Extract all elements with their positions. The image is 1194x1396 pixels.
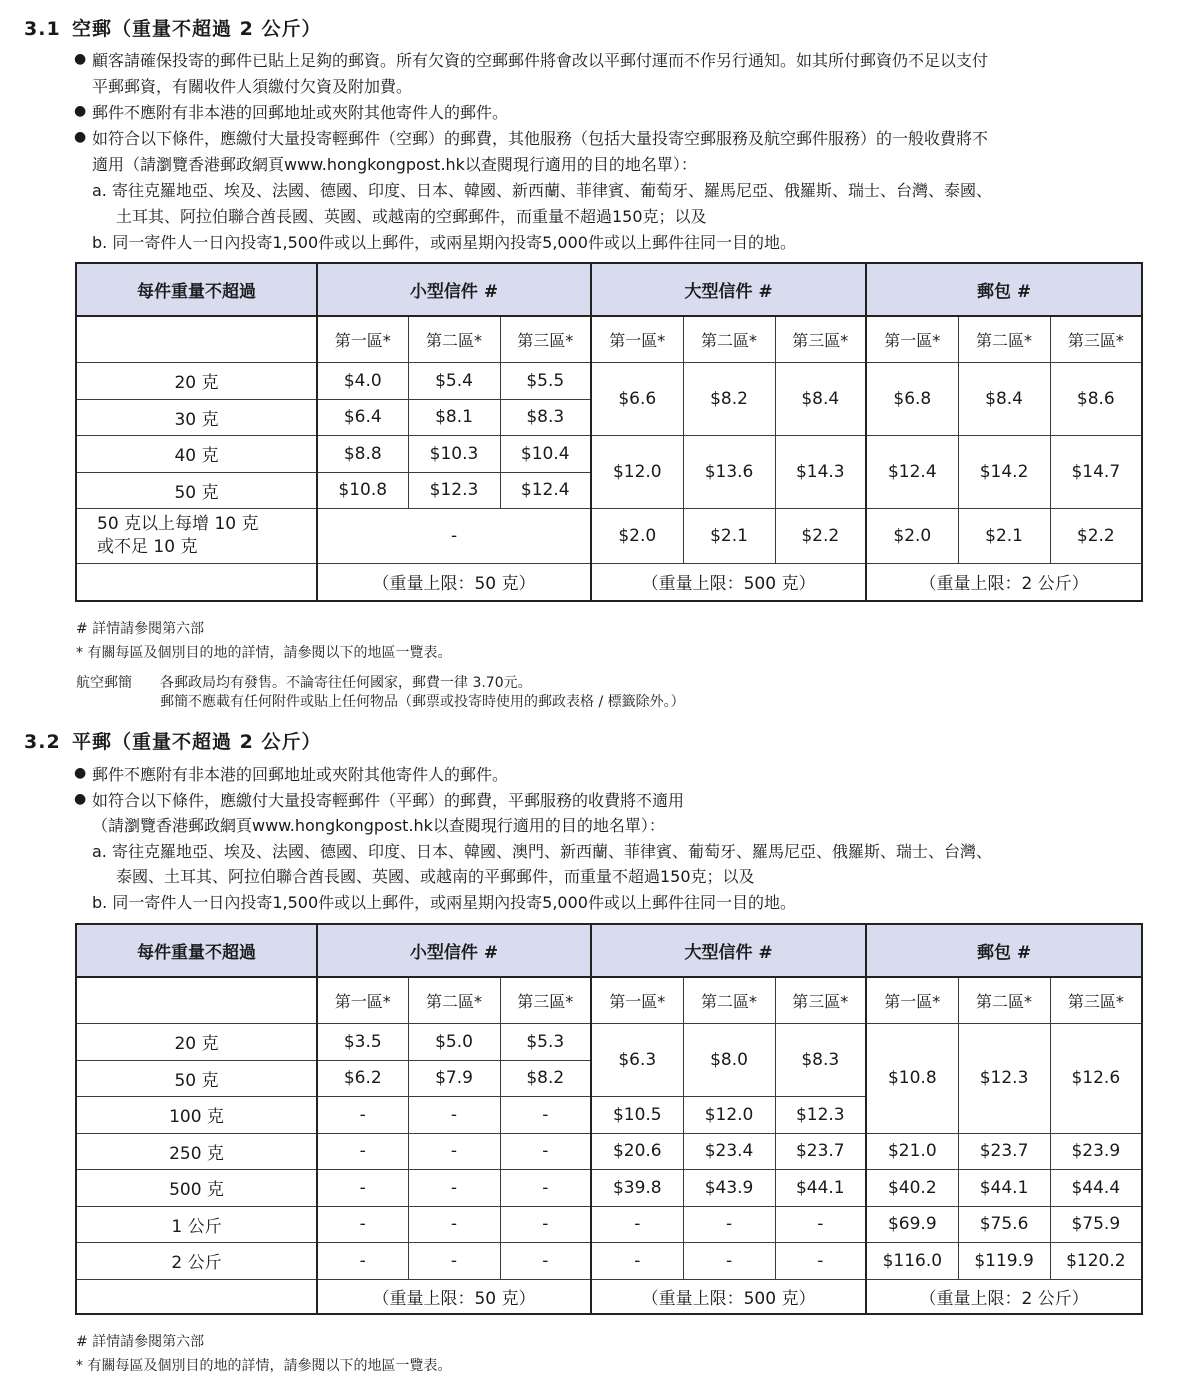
weight-cell-extra <box>76 508 317 563</box>
bullet-text: 適用（請瀏覽香港郵政網頁www.hongkongpost.hk以查閱現行適用的目的地名單）： <box>92 155 697 174</box>
price-cell: - <box>683 1242 775 1279</box>
price-cell: $8.1 <box>408 399 500 435</box>
footnote-star: * 有關每區及個別目的地的詳情，請參閱以下的地區一覽表。 <box>76 645 452 661</box>
price-cell: - <box>317 1242 408 1279</box>
price-cell: $3.5 <box>317 1023 408 1060</box>
price-cell: - <box>775 1242 866 1279</box>
price-cell: - <box>408 1133 500 1169</box>
price-cell: $2.1 <box>683 508 775 563</box>
zone-label: 第二區* <box>683 977 775 1023</box>
price-cell: - <box>591 1206 683 1242</box>
bullet-text: 如符合以下條件，應繳付大量投寄輕郵件（平郵）的郵費，平郵服務的收費將不適用 <box>92 791 685 810</box>
price-cell: $120.2 <box>1050 1242 1142 1279</box>
price-cell: - <box>317 508 591 563</box>
price-cell: $7.9 <box>408 1060 500 1096</box>
price-cell: $10.8 <box>866 1023 958 1133</box>
zone-label: 第二區* <box>408 316 500 362</box>
price-cell: $12.0 <box>683 1096 775 1133</box>
price-cell: - <box>591 1242 683 1279</box>
price-cell: $44.1 <box>775 1169 866 1206</box>
price-cell: $5.5 <box>500 362 591 399</box>
sub-item-a-cont: 泰國、土耳其、阿拉伯聯合酋長國、英國、或越南的平郵郵件，而重量不超過150克；以及 <box>116 867 755 886</box>
col-head-small: 小型信件 # <box>317 924 591 977</box>
price-cell: - <box>500 1133 591 1169</box>
zone-label: 第三區* <box>775 977 866 1023</box>
airmail-rate-table <box>75 262 1143 602</box>
zone-label: 第三區* <box>1050 316 1142 362</box>
price-cell: $23.9 <box>1050 1133 1142 1169</box>
zone-label: 第三區* <box>500 316 591 362</box>
bullet-dot: ● <box>74 51 87 67</box>
sub-item-a: a. 寄往克羅地亞、埃及、法國、德國、印度、日本、韓國、澳門、新西蘭、菲律賓、葡萄牙、羅馬尼亞、俄羅斯、瑞士、台灣、 <box>92 842 992 861</box>
bullet-dot: ● <box>74 765 87 781</box>
sub-item-b: b. 同一寄件人一日內投寄1,500件或以上郵件，或兩星期內投寄5,000件或以上郵件往同一目的地。 <box>92 233 796 252</box>
bullet-dot: ● <box>74 103 87 119</box>
weight-limit: （重量上限：2 公斤） <box>866 563 1142 601</box>
price-cell: - <box>317 1169 408 1206</box>
footnote-hash: # 詳情請參閱第六部 <box>76 1334 205 1350</box>
blank-cell <box>76 316 317 362</box>
blank-cell <box>76 563 317 601</box>
price-cell: $6.3 <box>591 1023 683 1096</box>
price-cell: $5.4 <box>408 362 500 399</box>
weight-cell: 100 克 <box>76 1096 317 1133</box>
zone-label: 第一區* <box>317 316 408 362</box>
price-cell: - <box>500 1206 591 1242</box>
zone-label: 第三區* <box>775 316 866 362</box>
aerogram-label: 航空郵簡 <box>76 675 132 691</box>
price-cell: $8.3 <box>775 1023 866 1096</box>
price-cell: $6.8 <box>866 362 958 435</box>
price-cell: $20.6 <box>591 1133 683 1169</box>
col-head-parcel: 郵包 # <box>866 924 1142 977</box>
weight-limit: （重量上限：500 克） <box>591 1279 866 1314</box>
bullet-dot: ● <box>74 129 87 145</box>
price-cell: $5.3 <box>500 1023 591 1060</box>
price-cell: $8.0 <box>683 1023 775 1096</box>
blank-cell <box>76 977 317 1023</box>
price-cell: - <box>408 1169 500 1206</box>
zone-label: 第二區* <box>958 316 1050 362</box>
price-cell: - <box>500 1096 591 1133</box>
col-head-large: 大型信件 # <box>591 924 866 977</box>
price-cell: $39.8 <box>591 1169 683 1206</box>
weight-limit: （重量上限：500 克） <box>591 563 866 601</box>
price-cell: $8.8 <box>317 435 408 472</box>
price-cell: $12.4 <box>866 435 958 508</box>
price-cell: - <box>683 1206 775 1242</box>
price-cell: $8.6 <box>1050 362 1142 435</box>
bullet-text: 平郵郵資，有關收件人須繳付欠資及附加費。 <box>92 77 413 96</box>
zone-label: 第二區* <box>408 977 500 1023</box>
price-cell: $23.7 <box>958 1133 1050 1169</box>
price-cell: - <box>317 1206 408 1242</box>
weight-extra-text: 50 克以上每增 10 克 或不足 10 克 <box>97 513 259 557</box>
price-cell: $6.4 <box>317 399 408 435</box>
weight-cell: 50 克 <box>76 1060 317 1096</box>
section-3-1-title: 3.1 空郵（重量不超過 2 公斤） <box>24 18 322 40</box>
price-cell: $12.3 <box>408 472 500 508</box>
weight-cell: 500 克 <box>76 1169 317 1206</box>
col-head-weight: 每件重量不超過 <box>76 924 317 977</box>
price-cell: $116.0 <box>866 1242 958 1279</box>
price-cell: $13.6 <box>683 435 775 508</box>
weight-cell: 1 公斤 <box>76 1206 317 1242</box>
price-cell: $6.6 <box>591 362 683 435</box>
section-3-2-title: 3.2 平郵（重量不超過 2 公斤） <box>24 731 322 753</box>
price-cell: $44.1 <box>958 1169 1050 1206</box>
zone-label: 第二區* <box>683 316 775 362</box>
price-cell: $8.3 <box>500 399 591 435</box>
price-cell: $8.4 <box>958 362 1050 435</box>
price-cell: $8.4 <box>775 362 866 435</box>
price-cell: $12.3 <box>775 1096 866 1133</box>
price-cell: $23.7 <box>775 1133 866 1169</box>
zone-label: 第一區* <box>866 977 958 1023</box>
price-cell: $2.2 <box>1050 508 1142 563</box>
price-cell: - <box>408 1096 500 1133</box>
price-cell: $8.2 <box>683 362 775 435</box>
weight-cell: 40 克 <box>76 435 317 472</box>
price-cell: - <box>317 1096 408 1133</box>
price-cell: $14.3 <box>775 435 866 508</box>
col-head-parcel: 郵包 # <box>866 263 1142 316</box>
bullet-text: （請瀏覽香港郵政網頁www.hongkongpost.hk以查閱現行適用的目的地名單）： <box>92 816 665 835</box>
price-cell: - <box>317 1133 408 1169</box>
price-cell: $14.2 <box>958 435 1050 508</box>
price-cell: - <box>500 1242 591 1279</box>
price-cell: $5.0 <box>408 1023 500 1060</box>
price-cell: $2.0 <box>866 508 958 563</box>
col-head-weight: 每件重量不超過 <box>76 263 317 316</box>
zone-label: 第三區* <box>500 977 591 1023</box>
footnote-hash: # 詳情請參閱第六部 <box>76 621 205 637</box>
price-cell: $4.0 <box>317 362 408 399</box>
price-cell: $12.6 <box>1050 1023 1142 1133</box>
price-cell: $10.8 <box>317 472 408 508</box>
price-cell: $6.2 <box>317 1060 408 1096</box>
price-cell: $2.1 <box>958 508 1050 563</box>
weight-cell: 50 克 <box>76 472 317 508</box>
weight-limit: （重量上限：50 克） <box>317 1279 591 1314</box>
zone-label: 第一區* <box>591 316 683 362</box>
price-cell: $10.5 <box>591 1096 683 1133</box>
sub-item-a: a. 寄往克羅地亞、埃及、法國、德國、印度、日本、韓國、新西蘭、菲律賓、葡萄牙、羅馬尼亞、俄羅斯、瑞士、台灣、泰國、 <box>92 181 992 200</box>
weight-cell: 2 公斤 <box>76 1242 317 1279</box>
price-cell: $10.3 <box>408 435 500 472</box>
price-cell: $10.4 <box>500 435 591 472</box>
price-cell: $44.4 <box>1050 1169 1142 1206</box>
price-cell: $69.9 <box>866 1206 958 1242</box>
sub-item-a-cont: 土耳其、阿拉伯聯合酋長國、英國、或越南的空郵郵件，而重量不超過150克；以及 <box>116 207 707 226</box>
bullet-text: 如符合以下條件，應繳付大量投寄輕郵件（空郵）的郵費，其他服務（包括大量投寄空郵服務及航空郵件服務）的一般收費將不 <box>92 129 989 148</box>
price-cell: $21.0 <box>866 1133 958 1169</box>
price-cell: $75.9 <box>1050 1206 1142 1242</box>
price-cell: $14.7 <box>1050 435 1142 508</box>
col-head-small: 小型信件 # <box>317 263 591 316</box>
price-cell: - <box>775 1206 866 1242</box>
weight-cell: 30 克 <box>76 399 317 435</box>
sub-item-b: b. 同一寄件人一日內投寄1,500件或以上郵件，或兩星期內投寄5,000件或以上郵件往同一目的地。 <box>92 893 796 912</box>
price-cell: $75.6 <box>958 1206 1050 1242</box>
price-cell: $8.2 <box>500 1060 591 1096</box>
price-cell: $43.9 <box>683 1169 775 1206</box>
price-cell: - <box>408 1206 500 1242</box>
zone-label: 第三區* <box>1050 977 1142 1023</box>
price-cell: $12.4 <box>500 472 591 508</box>
blank-cell <box>76 1279 317 1314</box>
footnote-star: * 有關每區及個別目的地的詳情，請參閱以下的地區一覽表。 <box>76 1358 452 1374</box>
weight-cell: 250 克 <box>76 1133 317 1169</box>
zone-label: 第一區* <box>866 316 958 362</box>
bullet-dot: ● <box>74 791 87 807</box>
surface-mail-rate-table <box>75 923 1143 1315</box>
price-cell: - <box>408 1242 500 1279</box>
weight-limit: （重量上限：2 公斤） <box>866 1279 1142 1314</box>
weight-cell: 20 克 <box>76 1023 317 1060</box>
weight-limit: （重量上限：50 克） <box>317 563 591 601</box>
aerogram-line: 郵簡不應載有任何附件或貼上任何物品（郵票或投寄時使用的郵政表格 / 標籤除外。） <box>160 694 685 710</box>
bullet-text: 郵件不應附有非本港的回郵地址或夾附其他寄件人的郵件。 <box>92 765 509 784</box>
price-cell: $40.2 <box>866 1169 958 1206</box>
price-cell: $2.2 <box>775 508 866 563</box>
price-cell: $23.4 <box>683 1133 775 1169</box>
price-cell: $119.9 <box>958 1242 1050 1279</box>
zone-label: 第一區* <box>591 977 683 1023</box>
price-cell: $12.0 <box>591 435 683 508</box>
bullet-text: 顧客請確保投寄的郵件已貼上足夠的郵資。所有欠資的空郵郵件將會改以平郵付運而不作另行通知。如其所付郵資仍不足以支付 <box>92 51 989 70</box>
bullet-text: 郵件不應附有非本港的回郵地址或夾附其他寄件人的郵件。 <box>92 103 509 122</box>
price-cell: - <box>500 1169 591 1206</box>
zone-label: 第一區* <box>317 977 408 1023</box>
col-head-large: 大型信件 # <box>591 263 866 316</box>
price-cell: $12.3 <box>958 1023 1050 1133</box>
price-cell: $2.0 <box>591 508 683 563</box>
aerogram-line: 各郵政局均有發售。不論寄往任何國家，郵費一律 3.70元。 <box>160 675 532 691</box>
weight-cell: 20 克 <box>76 362 317 399</box>
zone-label: 第二區* <box>958 977 1050 1023</box>
